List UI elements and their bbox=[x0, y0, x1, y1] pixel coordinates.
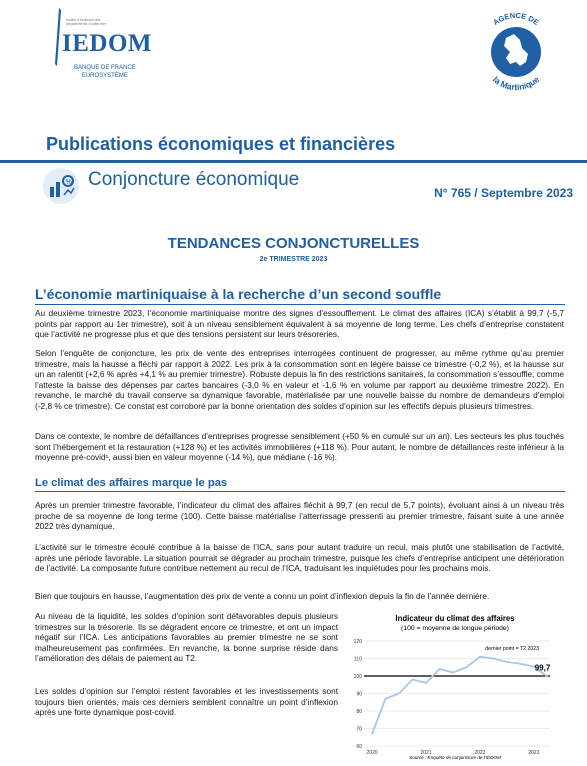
section-rule bbox=[35, 491, 565, 492]
paragraph-3: Dans ce contexte, le nombre de défaillances d’entreprises progresse sensiblement (+50 % en cumulé sur un an). Les secteurs les plus touchés sont l’hébergement et la restauration (+128 %) et les activités immobilières (+118 %). Pour autant, le nombre de défaillances reste inférieur à la moyenne pré-covid¹, aussi bien en valeur moyenne (-14 %), que médiane (-16 %). bbox=[35, 431, 564, 463]
logo-subtitle bbox=[74, 64, 136, 80]
iedom-logo-bar bbox=[54, 8, 62, 66]
x-tick-label: 2023 bbox=[528, 750, 540, 756]
y-tick-label: 120 bbox=[353, 639, 362, 645]
y-tick-label: 110 bbox=[354, 656, 362, 663]
series-line bbox=[372, 657, 547, 734]
data-point bbox=[371, 733, 373, 735]
business-climate-chart bbox=[350, 613, 560, 761]
logo-sub-line2: EUROSYSTÈME bbox=[81, 73, 128, 79]
data-point bbox=[520, 663, 522, 665]
paragraph-8: Les soldes d’opinion sur l’emploi restent favorables et les investissements sont toujours bien orientés, mais ces derniers semblent connaître un point d’inflexion après une forte dynamique post-covid. bbox=[35, 686, 338, 718]
headline-rule bbox=[35, 304, 565, 305]
data-point bbox=[452, 672, 454, 674]
chart-subtitle: (100 = moyenne de longue période) bbox=[401, 625, 509, 632]
y-tick-label: 80 bbox=[356, 709, 362, 715]
paragraph-1: Au deuxième trimestre 2023, l’économie martiniquaise montre des signes d’essoufflement. Le climat des affaires (ICA) s’établit à 99,7 (-5,7 points par rapport au 1er trimestre), soit à un niveau sensiblement équivalent à sa moyenne de long terme. Les chefs d’entreprise constatent que l’activité ne progresse plus et que des tensions persistent sur leurs trésoreries. bbox=[35, 308, 564, 340]
header-divider bbox=[0, 160, 587, 163]
x-tick-label: 2022 bbox=[474, 750, 486, 756]
svg-text:AGENCE DE: AGENCE DE bbox=[491, 10, 541, 28]
paragraph-2: Selon l’enquête de conjoncture, les prix de vente des entreprises interrogées continuent de progresser, au même rythme qu’au premier trimestre, mais la hausse a fléchi par rapport à 2022. Les prix à la consommation sont en légère baisse ce trimestre (-0,2 %), et la hausse sur un an ralentit (+2,6 % après +4,1 % au premier trimestre). Robuste depuis la fin des restrictions sanitaires, la consommation s’essouffle, comme l’atteste la baisse des dépenses par cartes bancaires (-3,0 % en valeur et -1,6 % en volume par rapport au deuxième trimestre 2022). En revanche, le marché du travail conserve sa dynamique favorable, matérialisée par une nouvelle baisse du nombre de demandeurs d’emploi (-2,8 % ce trimestre). Ce constat est corroboré par la bonne orientation des soldes d’opinion sur les effectifs depuis plusieurs trimestres. bbox=[35, 348, 564, 411]
y-tick-label: 60 bbox=[356, 744, 362, 750]
headline: L’économie martiniquaise à la recherche d’un second souffle bbox=[35, 286, 442, 302]
economic-charts-icon bbox=[42, 167, 80, 205]
paragraph-6: Bien que toujours en hausse, l’augmentation des prix de vente a connu un point d’inflexion depuis la fin de l’année dernière. bbox=[35, 591, 490, 601]
paragraph-5: L’activité sur le trimestre écoulé contribue à la baisse de l’ICA, sans pour autant traduire un recul, mais plutôt une stabilisation de l’activité, après une période favorable. La situation pourrait se dégrader au prochain trimestre, puisque les chefs d’entreprise anticipent une détérioration de l’activité. La composante future contribue nettement au recul de l’ICA, traduisant les inquiétudes pour les prochains mois. bbox=[35, 542, 564, 574]
y-tick-label: 90 bbox=[356, 691, 362, 698]
svg-text:la Martinique: la Martinique bbox=[490, 74, 542, 93]
data-point bbox=[479, 656, 481, 658]
data-point bbox=[493, 658, 495, 660]
x-tick-label: 2020 bbox=[366, 750, 378, 756]
data-point bbox=[398, 693, 400, 695]
data-point bbox=[506, 661, 508, 663]
main-title: TENDANCES CONJONCTURELLES bbox=[167, 235, 420, 252]
chart-annotation: dernier point = T2 2023 bbox=[485, 645, 540, 652]
logo-fine-print: Institut d'émission des départements d'outre-mer bbox=[66, 18, 107, 26]
iedom-logo-text: IEDOM bbox=[62, 30, 152, 57]
y-tick-label: 70 bbox=[356, 726, 362, 733]
chart-source: Source : Enquête de conjoncture de l’IEDOM bbox=[409, 755, 501, 760]
data-point bbox=[385, 698, 387, 700]
y-tick-label: 100 bbox=[353, 674, 362, 680]
svg-text:%: % bbox=[65, 179, 72, 186]
paragraph-4: Après un premier trimestre favorable, l’indicateur du climat des affaires fléchit à 99,7 (en recul de 5,7 points), évoluant ainsi à un niveau très proche de sa moyenne de long terme (100). Cette baisse matérialise l’atterrissage pressenti au premier trimestre, faisant suite à une année 2022 très dynamique. bbox=[35, 500, 564, 532]
series-label: Conjoncture économique bbox=[88, 169, 300, 190]
section-heading: Le climat des affaires marque le pas bbox=[35, 477, 228, 489]
chart-title: Indicateur du climat des affaires bbox=[395, 614, 515, 623]
data-point bbox=[547, 676, 549, 678]
data-point bbox=[466, 666, 468, 668]
agency-martinique-badge bbox=[470, 4, 562, 96]
publication-title: Publications économiques et financières bbox=[46, 134, 396, 154]
issue-number: N° 765 / Septembre 2023 bbox=[434, 186, 573, 200]
x-tick-label: 2021 bbox=[420, 750, 432, 756]
data-point bbox=[425, 682, 427, 684]
data-point bbox=[412, 679, 414, 681]
last-value-label: 99,7 bbox=[534, 663, 551, 673]
paragraph-7: Au niveau de la liquidité, les soldes d’opinion sont défavorables depuis plusieurs trimestres sur la trésorerie. Ils se dégradent encore ce trimestre, et ont un impact négatif sur l’ICA. Les anticipations favorables au premier trimestre ne se sont malheureusement pas confirmées. En revanche, la bonne surprise réside dans l’amélioration des délais de paiement au T2. bbox=[35, 611, 338, 664]
data-point bbox=[439, 668, 441, 670]
sub-title: 2e TRIMESTRE 2023 bbox=[259, 256, 328, 263]
logo-sub-line1: BANQUE DE FRANCE bbox=[74, 65, 136, 71]
